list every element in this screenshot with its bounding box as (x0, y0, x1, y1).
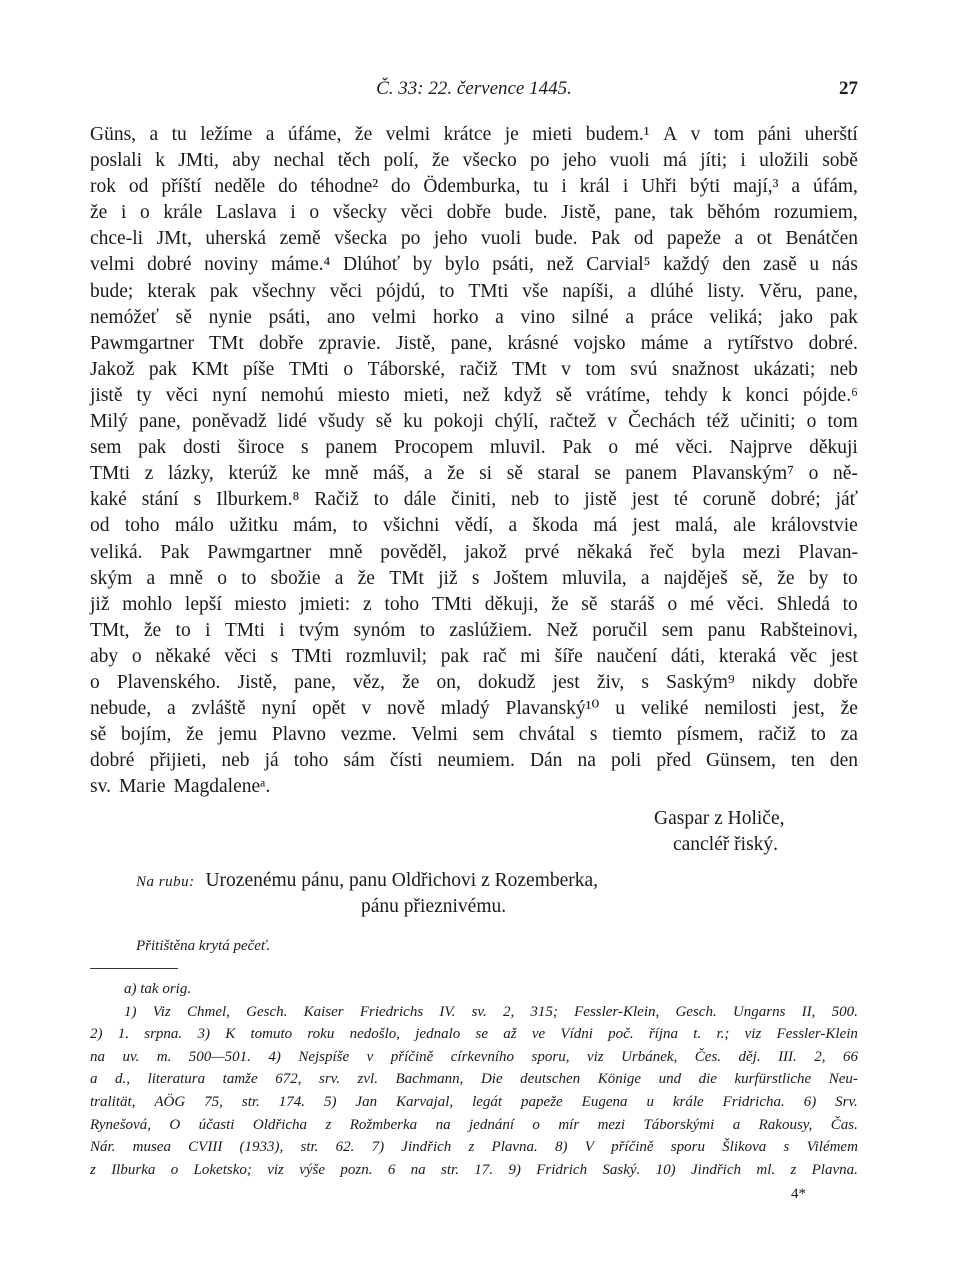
letter-line: chce-li JMt, uherská země všecka po jeho vuoli bude. Pak od papeže a ot Benátčen (90, 228, 858, 250)
letter-line: nebude, a zvláště nyní opět v nově mladý Plavanský¹⁰ u veliké nemilosti jest, že (90, 698, 858, 720)
letter-line: poslali k JMti, aby nechal těch polí, že všecko po jeho vuoli má jíti; i uložili sobě (90, 150, 858, 172)
letter-line: Güns, a tu ležíme a úfáme, že velmi krátce je mieti budem.¹ A v tom páni uherští (90, 124, 858, 145)
letter-line: že i o krále Laslava i o všecky věci dobře bude. Jistě, pane, tak běhóm rozumiem, (90, 202, 858, 224)
letter-line: jistě ty věci nyní nemohú miesto mieti, než když sě vrátíme, tehdy k konci pójde.⁶ (90, 384, 858, 406)
address-line-2: pánu přieznivému. (361, 896, 507, 917)
address-label: Na rubu: (136, 874, 195, 890)
letter-line: rok od příští neděle do téhodne² do Ödemburka, tu i král i Uhři býti mají,³ a úfám, (90, 176, 858, 198)
letter-line: TMti z lázky, kterúž ke mně máš, a že si sě staral se panem Plavanským⁷ o ně- (90, 463, 858, 485)
letter-line: ským a mně o to sbožie a že TMt již s Joštem mluvila, a najděješ sě, že by to (90, 567, 858, 589)
footnote-line: a) tak orig. (124, 981, 192, 997)
footnote-line: 1) Viz Chmel, Gesch. Kaiser Friedrichs IV. sv. 2, 315; Fessler-Klein, Gesch. Ungarns II, 500. (124, 1003, 858, 1020)
footnote-line: tralität, AÖG 75, str. 174. 5) Jan Karvajal, legát papeže Eugena u krále Fridricha. 6) Srv. (90, 1093, 858, 1110)
letter-line: od toho málo užitku mám, to všichni vědí, a škoda má jest malá, ale královstvie (90, 515, 858, 537)
letter-line: o Plavenského. Jistě, pane, věz, že on, dokudž jest živ, s Saským⁹ nikdy dobře (90, 671, 858, 693)
footnote-line: na uv. m. 500—501. 4) Nejspíše v příčině církevního sporu, viz Urbánek, Čes. děj. III. 2, 66 (90, 1048, 858, 1065)
header-title: Č. 33: 22. července 1445. (376, 78, 572, 99)
letter-line: TMt, že to i TMti i tvým synóm to zaslúžiem. Než poručil sem panu Rabšteinovi, (90, 619, 858, 641)
footnotes (90, 978, 858, 1181)
letter-line: dobré přijieti, neb já toho sám čísti neumiem. Dán na poli před Günsem, ten den (90, 750, 858, 772)
signature-name: Gaspar z Holiče, (654, 808, 785, 829)
letter-line: aby o někaké věci s TMti rozmluvil; pak rač mi šíře naučení dáti, kteraká věc jest (90, 645, 858, 667)
footnote-line: z Ilburka o Loketsko; viz výše pozn. 6 na str. 17. 9) Fridrich Saský. 10) Jindřich ml. z Plavna. (90, 1161, 858, 1178)
footnote-line: a d., literatura tamže 672, srv. zvl. Bachmann, Die deutschen Könige und die kurfürstliche Neu- (90, 1071, 858, 1088)
seal-note: Přitištěna krytá pečeť. (136, 938, 271, 954)
signature-title: cancléř řiský. (673, 834, 779, 855)
letter-line: sv. Marie Magdaleneᵃ. (90, 776, 271, 798)
letter-line: nemóžeť sě nynie psáti, ano velmi horko a vino silné a práce veliká; jako pak (90, 306, 858, 328)
letter-line: sě bojím, že jemu Plavno vezme. Velmi sem chvátal s tiemto písmem, račiž to za (90, 724, 858, 746)
letter-line: Milý pane, poněvadž lidé všudy sě ku pokoji chýlí, račtež v Čechách též učiniti; o tom (90, 411, 858, 433)
running-header (90, 78, 858, 104)
letter-line: veliká. Pak Pawmgartner mně pověděl, jakož prvé někaká řeč byla mezi Plavan- (90, 541, 858, 563)
letter-line: sem pak dosti široce s panem Procopem mluvil. Pak o mé věci. Najprve děkuji (90, 437, 858, 459)
footnote-line: 2) 1. srpna. 3) K tomuto roku nedošlo, jednalo se až ve Vídni poč. října t. r.; viz Fessler-Klein (90, 1026, 858, 1043)
sheet-signature-mark: 4* (791, 1186, 806, 1202)
address-line-1 (136, 870, 598, 892)
letter-body (90, 122, 858, 800)
address-text: Urozenému pánu, panu Oldřichovi z Rozemberka, (205, 870, 599, 891)
page-number: 27 (839, 78, 858, 99)
letter-line: kaké stání s Ilburkem.⁸ Račiž to dále činiti, neb to jistě jest té coruně dobré; jáť (90, 489, 858, 511)
footnote-line: Nár. musea CVIII (1933), str. 62. 7) Jindřich z Plavna. 8) V příčině sporu Šlikova s Vilémem (90, 1139, 858, 1156)
footnote-divider (90, 968, 178, 969)
letter-line: Pawmgartner TMt dobře zpravie. Jistě, pane, krásné vojsko máme a rytířstvo dobré. (90, 332, 858, 354)
letter-line: Jakož pak KMt píše TMti o Táborské, račiž TMt v tom svú snažnost ukázati; neb (90, 358, 858, 380)
letter-line: bude; kterak pak všechny věci pójdú, to TMti vše napíši, a dlúhé listy. Věru, pane, (90, 280, 858, 302)
letter-line: velmi dobré noviny máme.⁴ Dlúhoť by bylo psáti, než Carvial⁵ každý den zasě u nás (90, 254, 858, 276)
letter-line: již mohlo lepší miesto jmieti: z toho TMti děkuji, že sě staráš o mé věci. Shledá to (90, 593, 858, 615)
footnote-line: Rynešová, O účasti Oldřicha z Rožmberka na jednání o mír mezi Táborskými a Rakousy, Čas. (90, 1116, 858, 1133)
